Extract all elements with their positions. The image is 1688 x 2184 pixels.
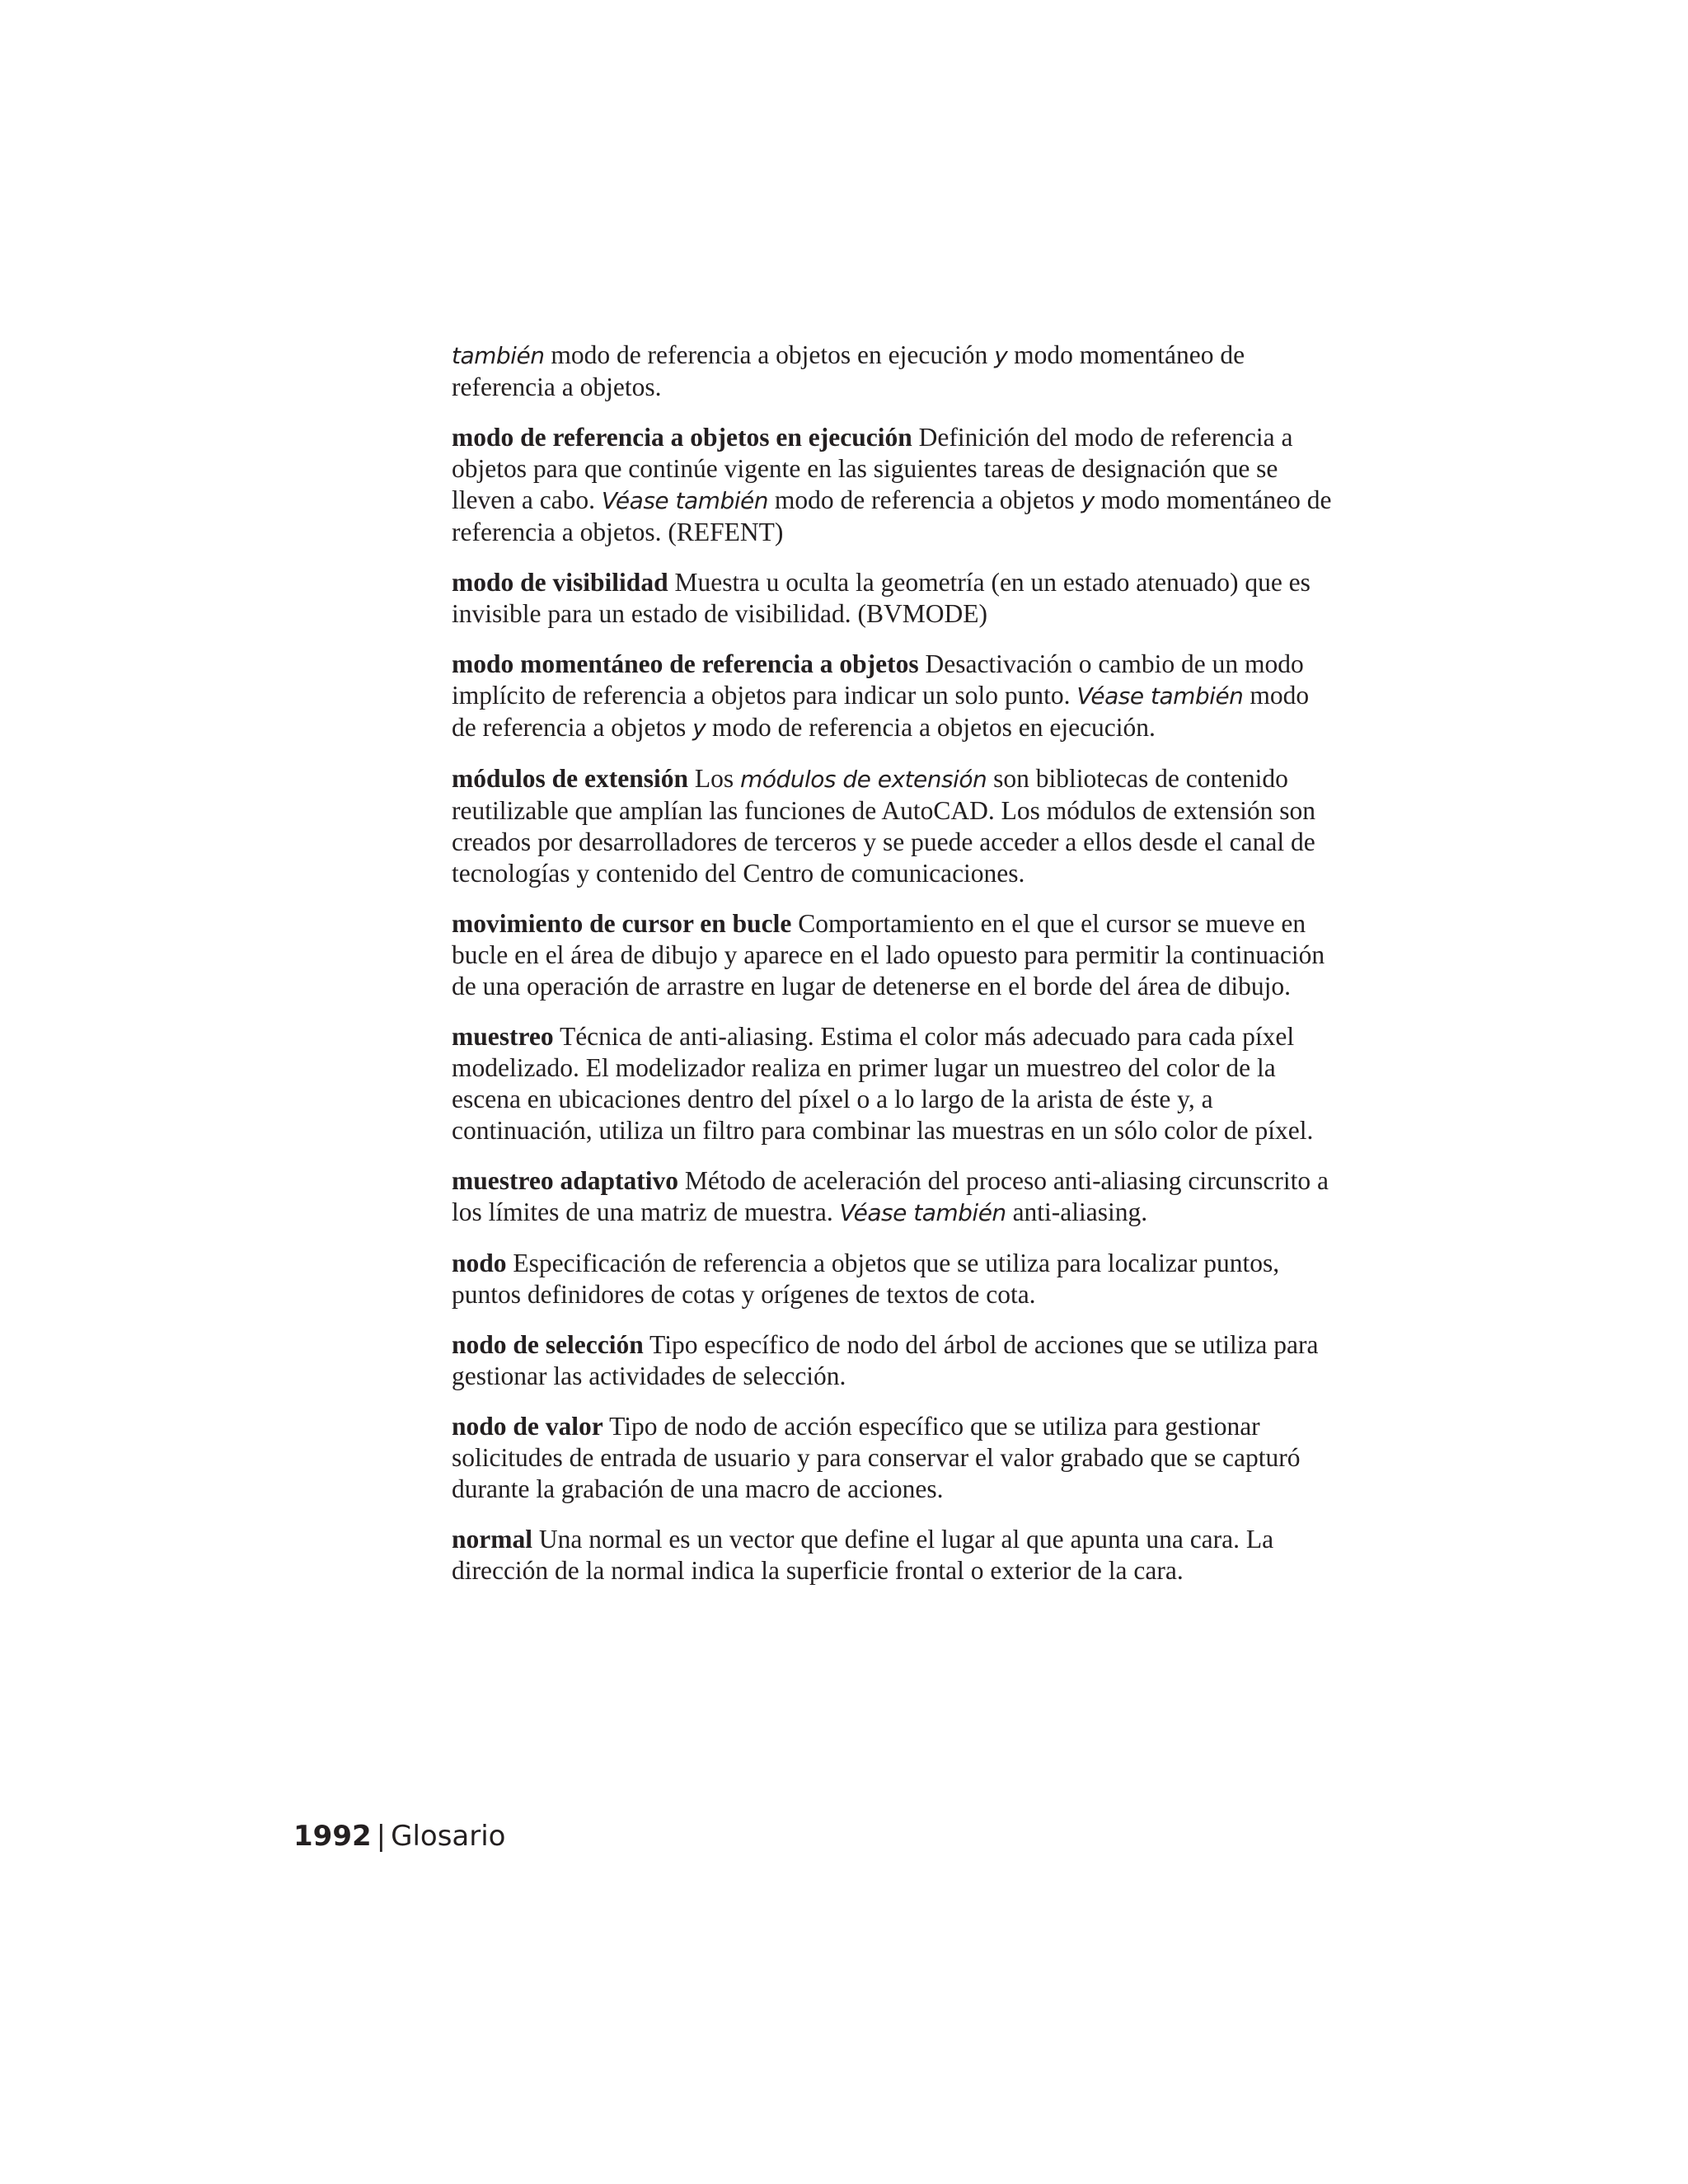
section-title: Glosario (391, 1820, 506, 1853)
glossary-term: normal (452, 1525, 532, 1554)
page-footer (293, 1820, 505, 1853)
glossary-entry (452, 340, 1332, 403)
glossary-term: muestreo (452, 1022, 554, 1051)
footer-separator: | (376, 1820, 387, 1853)
italic-text: y (1081, 487, 1095, 514)
glossary-entry (452, 1411, 1332, 1505)
glossary-entry (452, 1248, 1332, 1310)
glossary-term: movimiento de cursor en bucle (452, 909, 792, 938)
glossary-entry (452, 1524, 1332, 1586)
definition-text: Comportamiento en el que el cursor se mueve en bucle en el área de dibujo y aparece en el lado opuesto para permitir la continuación de una operación de arrastre en lugar de detenerse en el borde del área de dibujo. (452, 909, 1325, 1001)
definition-text: Tipo de nodo de acción específico que se utiliza para gestionar solicitudes de entrada de usuario y para conservar el valor grabado que se capturó durante la grabación de una macro de acciones. (452, 1412, 1301, 1503)
glossary-term: módulos de extensión (452, 764, 689, 793)
glossary-entry (452, 1329, 1332, 1392)
glossary-term: modo de visibilidad (452, 568, 668, 597)
glossary-term: nodo de selección (452, 1330, 644, 1359)
definition-text: Especificación de referencia a objetos que se utiliza para localizar puntos, puntos definidores de cotas y orígenes de textos de cota. (452, 1249, 1280, 1309)
italic-text: Véase también (1076, 682, 1244, 710)
italic-text: Véase también (839, 1199, 1006, 1226)
glossary-entry (452, 763, 1332, 889)
italic-text: también (452, 342, 545, 369)
definition-text: modo momentáneo de referencia a objetos. (REFENT) (452, 485, 1332, 546)
italic-text: y (692, 715, 706, 742)
italic-text: y (994, 342, 1008, 369)
definition-text: Método de aceleración del proceso anti-aliasing circunscrito a los límites de una matriz de muestra. (452, 1166, 1329, 1226)
definition-text: modo momentáneo de referencia a objetos. (452, 340, 1245, 401)
glossary-term: modo momentáneo de referencia a objetos (452, 649, 919, 678)
definition-text: modo de referencia a objetos en ejecución (544, 340, 995, 369)
glossary-entry (452, 422, 1332, 548)
definition-text: modo de referencia a objetos (767, 485, 1081, 514)
definition-text: modo de referencia a objetos en ejecución. (706, 713, 1156, 742)
definition-text: modo de referencia a objetos (452, 681, 1310, 742)
italic-text: Véase también (601, 487, 768, 514)
definition-text: anti-aliasing. (1006, 1197, 1148, 1226)
glossary-column (452, 340, 1332, 1605)
definition-text: Tipo específico de nodo del árbol de acciones que se utiliza para gestionar las actividades de selección. (452, 1330, 1319, 1390)
glossary-entry (452, 567, 1332, 630)
glossary-term: modo de referencia a objetos en ejecución (452, 423, 912, 452)
italic-text: módulos de extensión (740, 766, 987, 793)
definition-text: Muestra u oculta la geometría (en un estado atenuado) que es invisible para un estado de visibilidad. (BVMODE) (452, 568, 1311, 628)
glossary-entry (452, 649, 1332, 744)
page-number: 1992 (293, 1820, 372, 1853)
glossary-entry (452, 908, 1332, 1002)
glossary-term: muestreo adaptativo (452, 1166, 679, 1195)
glossary-entry (452, 1165, 1332, 1229)
glossary-term: nodo de valor (452, 1412, 603, 1441)
definition-text: Una normal es un vector que define el lugar al que apunta una cara. La dirección de la normal indica la superficie frontal o exterior de la cara. (452, 1525, 1274, 1585)
glossary-entry (452, 1021, 1332, 1146)
definition-text: Definición del modo de referencia a objetos para que continúe vigente en las siguientes tareas de designación que se lleven a cabo. (452, 423, 1293, 514)
definition-text: Desactivación o cambio de un modo implícito de referencia a objetos para indicar un solo punto. (452, 649, 1304, 710)
definition-text: Técnica de anti-aliasing. Estima el color más adecuado para cada píxel modelizado. El modelizador realiza en primer lugar un muestreo del color de la escena en ubicaciones dentro del píxel o a lo largo de la arista de éste y, a continuación, utiliza un filtro para combinar las muestras en un sólo color de píxel. (452, 1022, 1314, 1145)
definition-text: Los (688, 764, 741, 793)
definition-text: son bibliotecas de contenido reutilizable que amplían las funciones de AutoCAD. Los módulos de extensión son creados por desarrolladores de terceros y se puede acceder a ellos desde el canal de tecnologías y contenido del Centro de comunicaciones. (452, 764, 1316, 888)
glossary-term: nodo (452, 1249, 507, 1277)
